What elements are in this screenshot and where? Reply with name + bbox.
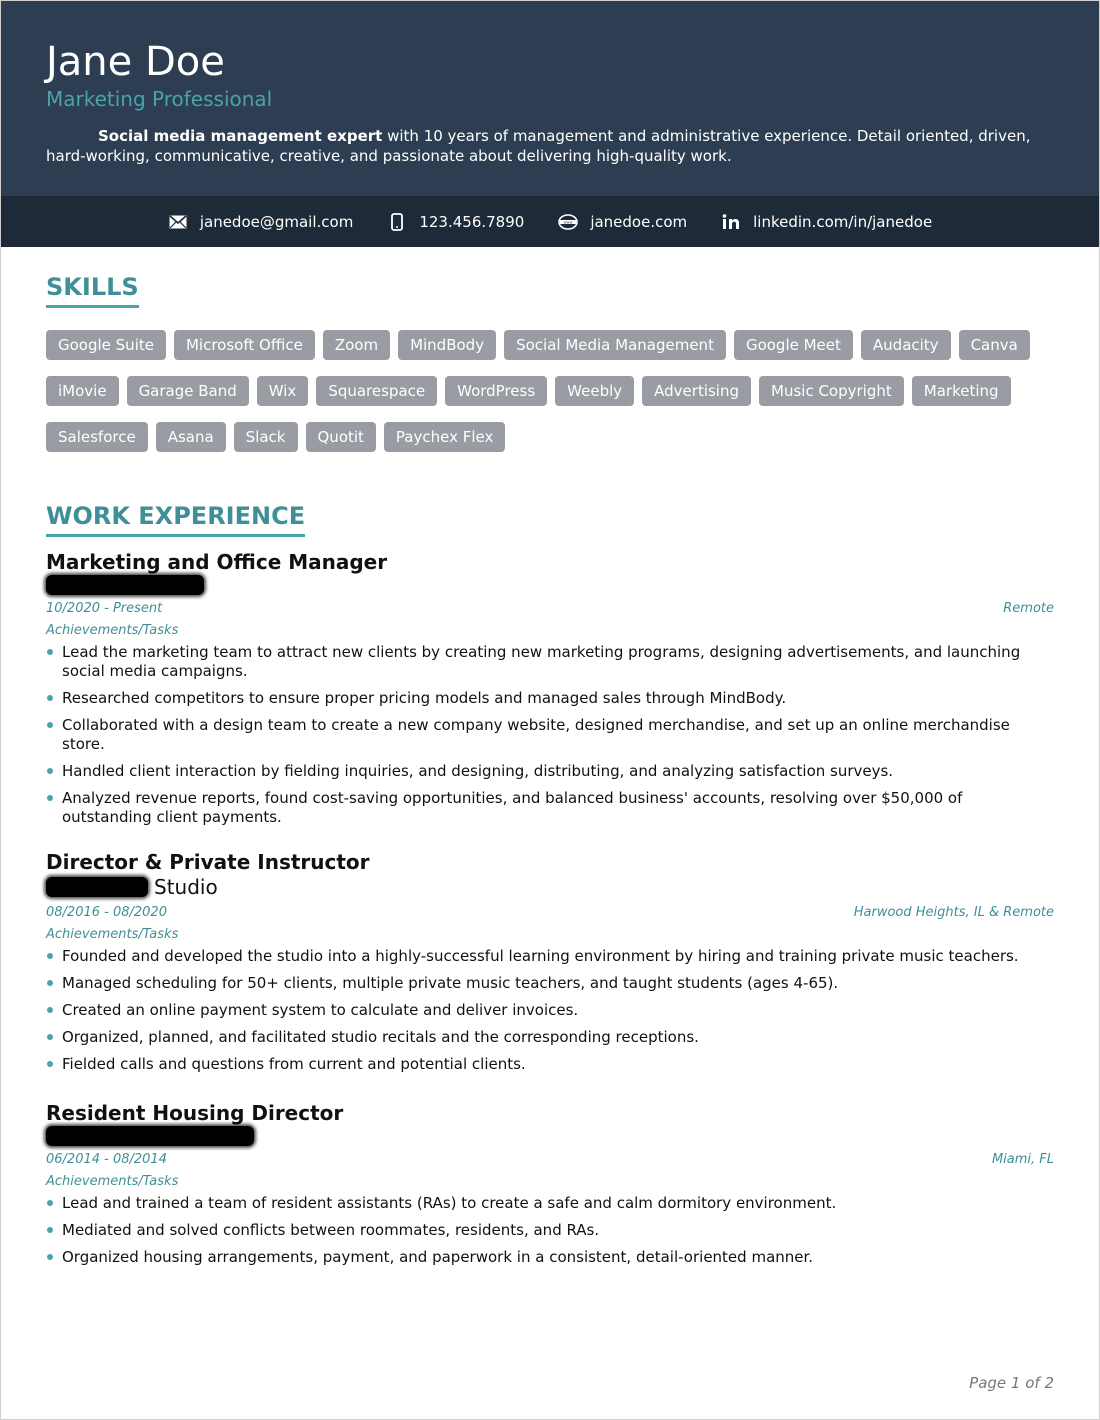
job-bullet: Fielded calls and questions from current and potential clients. [46, 1055, 1054, 1074]
company-name [46, 1126, 1054, 1146]
redacted-company [46, 575, 204, 595]
job-bullet: Lead the marketing team to attract new clients by creating new marketing programs, designing advertisements, and launching social media campaigns. [46, 643, 1054, 681]
skills-heading: SKILLS [46, 273, 139, 308]
achievements-label: Achievements/Tasks [46, 927, 179, 942]
web-icon [558, 212, 578, 232]
candidate-title: Marketing Professional [46, 87, 273, 111]
skill-tag: Salesforce [46, 422, 148, 452]
job-title: Director & Private Instructor [46, 850, 370, 874]
contact-phone-text: 123.456.7890 [419, 212, 525, 231]
work-experience-section [46, 502, 1054, 1267]
page-number: Page 1 of 2 [969, 1374, 1054, 1392]
skill-tag: Quotit [306, 422, 376, 452]
svg-text:www: www [563, 220, 573, 225]
skill-tag: Weebly [555, 376, 634, 406]
skill-tag: Audacity [861, 330, 951, 360]
job-meta [46, 903, 1054, 923]
company-suffix: Studio [154, 875, 218, 899]
job-bullets [46, 947, 1054, 1074]
job-bullet: Organized housing arrangements, payment, and paperwork in a consistent, detail-oriented manner. [46, 1248, 1054, 1267]
contact-bar [0, 196, 1100, 247]
skill-tag: WordPress [445, 376, 547, 406]
job-location: Harwood Heights, IL & Remote [853, 905, 1054, 920]
company-name [46, 875, 1054, 899]
job-bullet: Lead and trained a team of resident assistants (RAs) to create a safe and calm dormitory environment. [46, 1194, 1054, 1213]
candidate-name: Jane Doe [46, 39, 225, 85]
skill-tag: MindBody [398, 330, 496, 360]
skill-tag: Music Copyright [759, 376, 904, 406]
skill-tag: Google Suite [46, 330, 166, 360]
contact-website[interactable] [558, 212, 687, 232]
skill-tag: Canva [959, 330, 1030, 360]
skill-tag: Squarespace [316, 376, 437, 406]
job-entry [46, 849, 1054, 1074]
achievements-label: Achievements/Tasks [46, 1174, 179, 1189]
job-bullet: Organized, planned, and facilitated studio recitals and the corresponding receptions. [46, 1028, 1054, 1047]
phone-icon [387, 212, 407, 232]
contact-email-text: janedoe@gmail.com [199, 212, 354, 231]
summary-text: with 10 years of management and administrative experience. Detail oriented, driven, hard-working, communicative, creative, and passionate about delivering high-quality work. [46, 127, 1031, 165]
skill-tag: Google Meet [734, 330, 853, 360]
resume-body [0, 247, 1100, 1267]
skill-tag: Asana [156, 422, 226, 452]
contact-linkedin[interactable] [721, 212, 932, 232]
job-bullet: Analyzed revenue reports, found cost-saving opportunities, and balanced business' accounts, resolving over $50,000 of outstanding client payments. [46, 789, 1054, 827]
job-bullet: Created an online payment system to calculate and deliver invoices. [46, 1001, 1054, 1020]
job-location: Miami, FL [991, 1152, 1054, 1167]
skill-tag: iMovie [46, 376, 119, 406]
job-bullet: Founded and developed the studio into a highly-successful learning environment by hiring and training private music teachers. [46, 947, 1054, 966]
job-title: Marketing and Office Manager [46, 550, 388, 574]
skill-tag: Garage Band [127, 376, 249, 406]
job-title: Resident Housing Director [46, 1101, 344, 1125]
skill-tag: Paychex Flex [384, 422, 505, 452]
summary-highlight: Social media management expert [98, 127, 383, 145]
job-bullet: Researched competitors to ensure proper pricing models and managed sales through MindBody. [46, 689, 1054, 708]
job-bullet: Managed scheduling for 50+ clients, multiple private music teachers, and taught students (ages 4-65). [46, 974, 1054, 993]
job-dates: 06/2014 - 08/2014 [46, 1152, 167, 1167]
skill-tag: Wix [257, 376, 309, 406]
skill-tag: Marketing [912, 376, 1011, 406]
skill-tag: Advertising [642, 376, 751, 406]
skill-tag: Slack [234, 422, 298, 452]
job-dates: 10/2020 - Present [46, 601, 163, 616]
job-bullet: Mediated and solved conflicts between roommates, residents, and RAs. [46, 1221, 1054, 1240]
skills-list [46, 330, 1046, 452]
skills-section [46, 273, 1054, 452]
skill-tag: Microsoft Office [174, 330, 315, 360]
resume-header [0, 0, 1100, 196]
job-meta [46, 599, 1054, 619]
job-bullets [46, 1194, 1054, 1267]
redacted-company [46, 1126, 254, 1146]
email-icon [168, 212, 188, 232]
work-experience-heading: WORK EXPERIENCE [46, 502, 305, 537]
job-bullets [46, 643, 1054, 827]
contact-email[interactable] [168, 212, 354, 232]
job-bullet: Collaborated with a design team to create a new company website, designed merchandise, and set up an online merchandise store. [46, 716, 1054, 754]
job-location: Remote [1003, 601, 1054, 616]
skill-tag: Social Media Management [504, 330, 726, 360]
skill-tag: Zoom [323, 330, 390, 360]
job-dates: 08/2016 - 08/2020 [46, 905, 167, 920]
job-entry [46, 549, 1054, 827]
summary [46, 126, 1046, 166]
job-bullet: Handled client interaction by fielding inquiries, and designing, distributing, and analyzing satisfaction surveys. [46, 762, 1054, 781]
contact-linkedin-text: linkedin.com/in/janedoe [753, 212, 933, 231]
contact-phone[interactable] [387, 212, 524, 232]
achievements-label: Achievements/Tasks [46, 623, 179, 638]
job-entry [46, 1100, 1054, 1267]
job-meta [46, 1150, 1054, 1170]
redacted-company [46, 877, 148, 897]
company-name [46, 575, 1054, 595]
linkedin-icon [721, 212, 741, 232]
contact-website-text: janedoe.com [590, 212, 688, 231]
